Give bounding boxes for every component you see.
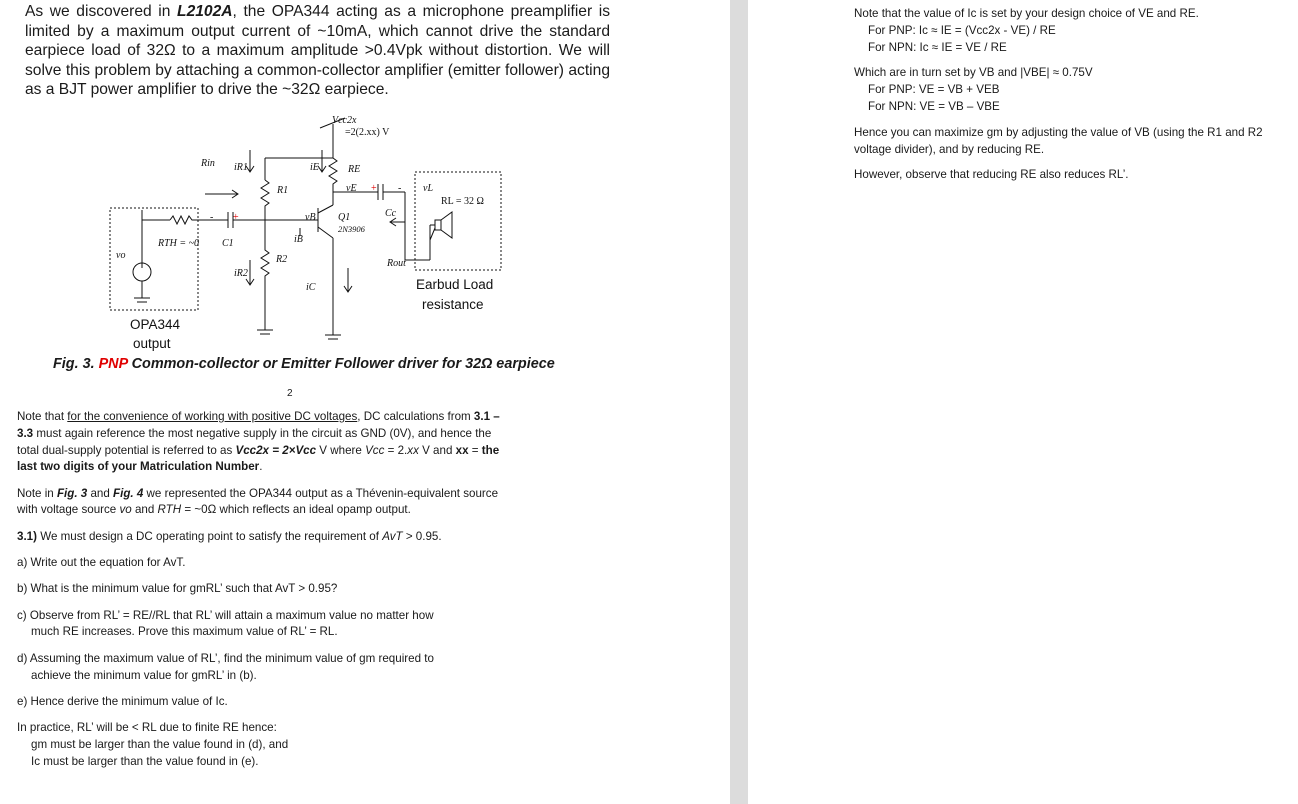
ie-label: iE	[310, 162, 319, 173]
c1-label: C1	[222, 238, 234, 249]
ve-label: vE	[346, 183, 357, 194]
re-label: RE	[348, 164, 361, 175]
r2-label: R2	[276, 254, 288, 265]
ic-label: iC	[306, 282, 316, 293]
question-c: c) Observe from RL’ = RE//RL that RL’ will attain a maximum value no matter how much RE increases. Prove this maximum value of RL’ = RL.	[17, 608, 434, 639]
c1-minus: -	[210, 212, 214, 223]
circuit-schematic	[100, 110, 660, 360]
right-column	[748, 0, 1298, 804]
vcc-value: =2(2.xx) V	[345, 127, 390, 138]
question-3-1: 3.1) We must design a DC operating point to satisfy the requirement of AvT > 0.95.	[17, 529, 442, 543]
right-note-gm: Hence you can maximize gm by adjusting the value of VB (using the R1 and R2 voltage divider), and by reducing RE.	[854, 125, 1263, 156]
practice-note: In practice, RL’ will be < RL due to finite RE hence: gm must be larger than the value found in (d), and Ic must be larger than the value found in (e).	[17, 721, 289, 768]
r1-resistor	[261, 180, 269, 220]
question-e: e) Hence derive the minimum value of Ic.	[17, 694, 228, 708]
speaker-icon	[435, 220, 441, 230]
cc-plus: +	[371, 183, 377, 194]
earbud-label-1: Earbud Load	[416, 277, 494, 292]
c1-plus: +	[233, 212, 239, 223]
vl-label: vL	[423, 183, 433, 194]
scrollbar[interactable]	[730, 0, 748, 804]
ir2-label: iR2	[234, 268, 248, 279]
cc-minus: -	[398, 183, 402, 194]
intro-paragraph: As we discovered in L2102A, the OPA344 acting as a microphone preamplifier is limited by a maximum output current of ~10mA, which cannot drive the standard earpiece load of 32Ω to a maximum amplitude >0.4Vpk without distortion. We will solve this problem by attaching a common-collector amplifier (emitter follower) acting as a BJT power amplifier to drive the ~32Ω earpiece.	[25, 3, 611, 99]
earbud-label-2: resistance	[422, 297, 484, 312]
r1-label: R1	[277, 185, 289, 196]
note-dc-reference: Note that for the convenience of working with positive DC voltages, DC calculations from 3.1 – 3.3 must again reference the most negative supply in the circuit as GND (0V), and hence the total dual-supply potential is referred to as Vcc2x = 2×Vcc V where Vcc = 2.xx V and xx = the last two digits of your Matriculation Number.	[17, 410, 500, 474]
rth-label: RTH = ~0	[158, 238, 200, 249]
ib-label: iB	[294, 234, 303, 245]
r2-resistor	[261, 220, 269, 330]
right-note-ic: Note that the value of Ic is set by your design choice of VE and RE. For PNP: Ic ≈ IE = (Vcc2x - VE) / RE For NPN: Ic ≈ IE = VE / RE	[854, 7, 1199, 54]
right-note-re: However, observe that reducing RE also reduces RL’.	[854, 168, 1129, 182]
question-b: b) What is the minimum value for gmRL’ such that AvT > 0.95?	[17, 582, 338, 596]
cc-label: Cc	[385, 208, 397, 219]
rl-label: RL = 32 Ω	[441, 196, 484, 207]
opa-output-label: output	[133, 336, 171, 351]
question-a: a) Write out the equation for AvT.	[17, 556, 186, 570]
right-note-vb: Which are in turn set by VB and |VBE| ≈ 0.75V For PNP: VE = VB + VEB For NPN: VE = VB – VBE	[854, 66, 1093, 113]
figure-caption: Fig. 3. PNP Common-collector or Emitter Follower driver for 32Ω earpiece	[53, 356, 555, 372]
notes-section	[17, 409, 507, 780]
opa344-label: OPA344	[130, 317, 181, 332]
vcc-label: Vcc2x	[332, 115, 357, 126]
part-label: 2N3906	[338, 224, 365, 234]
rth-resistor	[170, 216, 210, 224]
ir1-label: iR1	[234, 162, 248, 173]
vb-label: vB	[305, 212, 316, 223]
note-thevenin: Note in Fig. 3 and Fig. 4 we represented the OPA344 output as a Thévenin-equivalent source with voltage source vo and RTH = ~0Ω which reflects an ideal opamp output.	[17, 486, 499, 517]
rin-label: Rin	[201, 158, 215, 169]
vo-label: vo	[116, 250, 126, 261]
right-notes	[854, 6, 1294, 193]
page-mark: 2	[287, 388, 293, 399]
q1-label: Q1	[338, 212, 351, 223]
rout-label: Rout	[387, 258, 406, 269]
question-d: d) Assuming the maximum value of RL’, find the minimum value of gm required to achieve the minimum value for gmRL’ in (b).	[17, 651, 434, 682]
